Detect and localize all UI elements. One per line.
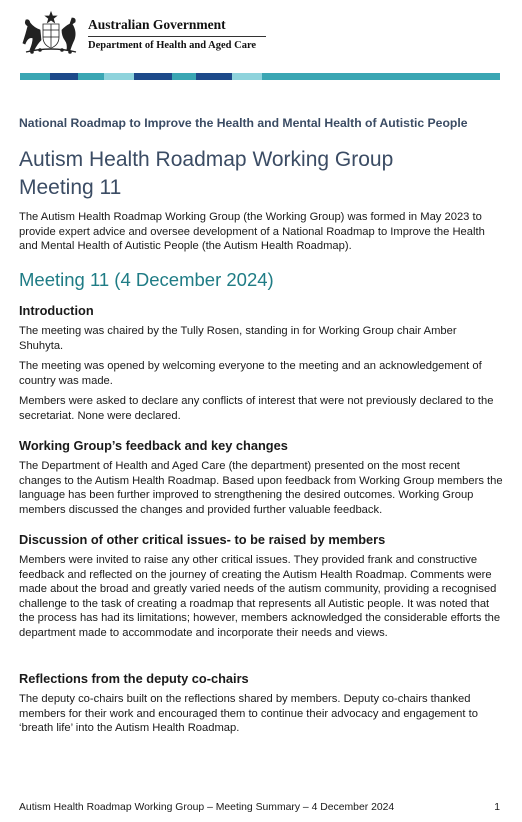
section-heading: Discussion of other critical issues- to be raised by members bbox=[19, 532, 386, 547]
section-heading: Introduction bbox=[19, 303, 94, 318]
wordmark-divider bbox=[88, 36, 266, 37]
government-wordmark bbox=[88, 17, 266, 53]
section-paragraph: The Department of Health and Aged Care (the department) presented on the most recent changes to the Autism Health Roadmap. Based upon feedback from Working Group members the language has been further improved to strengthening the desired outcomes. Working Group members discussed the changes and provided further valuable feedback. bbox=[19, 460, 503, 516]
meeting-heading: Meeting 11 (4 December 2024) bbox=[19, 269, 274, 290]
footer-text: Autism Health Roadmap Working Group – Meeting Summary – 4 December 2024 bbox=[19, 802, 395, 813]
government-header bbox=[20, 8, 500, 58]
document-subtitle: National Roadmap to Improve the Health and Mental Health of Autistic People bbox=[19, 116, 468, 130]
section-paragraph: The meeting was opened by welcoming everyone to the meeting and an acknowledgement of country was made. bbox=[19, 360, 482, 387]
stripe-segment bbox=[172, 73, 196, 80]
government-name: Australian Government bbox=[88, 17, 226, 32]
page-title: Autism Health Roadmap Working Group Meeting 11 bbox=[19, 148, 394, 199]
section-paragraph: The meeting was chaired by the Tully Rosen, standing in for Working Group chair Amber Shuhyta. bbox=[19, 325, 457, 352]
intro-paragraph: The Autism Health Roadmap Working Group (the Working Group) was formed in May 2023 to provide expert advice and oversee development of a National Roadmap to Improve the Health and Mental Health of Autistic People (the Autism Health Roadmap). bbox=[19, 211, 485, 253]
decorative-colour-stripe bbox=[20, 73, 500, 80]
section-paragraph: The deputy co-chairs built on the reflections shared by members. Deputy co-chairs thanked members for their work and encouraged them to continue their advocacy and engagement to ‘breath life’ into the Autism Health Roadmap. bbox=[19, 693, 478, 735]
stripe-segment bbox=[50, 73, 78, 80]
page-number: 1 bbox=[494, 802, 500, 813]
stripe-segment bbox=[196, 73, 232, 80]
stripe-segment bbox=[78, 73, 104, 80]
section-heading: Reflections from the deputy co-chairs bbox=[19, 671, 249, 686]
stripe-segment bbox=[262, 73, 500, 80]
department-name: Department of Health and Aged Care bbox=[88, 40, 257, 51]
section-critical-issues bbox=[19, 532, 503, 647]
section-paragraph: Members were asked to declare any conflicts of interest that were not previously declared to the secretariat. None were declared. bbox=[19, 395, 494, 422]
section-heading: Working Group’s feedback and key changes bbox=[19, 438, 288, 453]
section-deputy-reflections bbox=[19, 671, 503, 742]
stripe-segment bbox=[232, 73, 262, 80]
stripe-segment bbox=[104, 73, 134, 80]
section-feedback-changes bbox=[19, 438, 503, 523]
stripe-segment bbox=[20, 73, 50, 80]
commonwealth-coat-of-arms-icon bbox=[20, 10, 82, 56]
section-introduction bbox=[19, 303, 503, 430]
section-paragraph: Members were invited to raise any other critical issues. They provided frank and constructive feedback and reflected on the journey of creating the Autism Health Roadmap. Comments were made about the broad and greatly varied needs of the autism community, providing a recognised challenge to the task of creating a roadmap that represents all Autistic people. It was noted that the process has had its limitations; however, members acknowledged the considerable efforts the department made to accommodate and incorporate their needs and views. bbox=[19, 554, 501, 639]
stripe-segment bbox=[134, 73, 172, 80]
